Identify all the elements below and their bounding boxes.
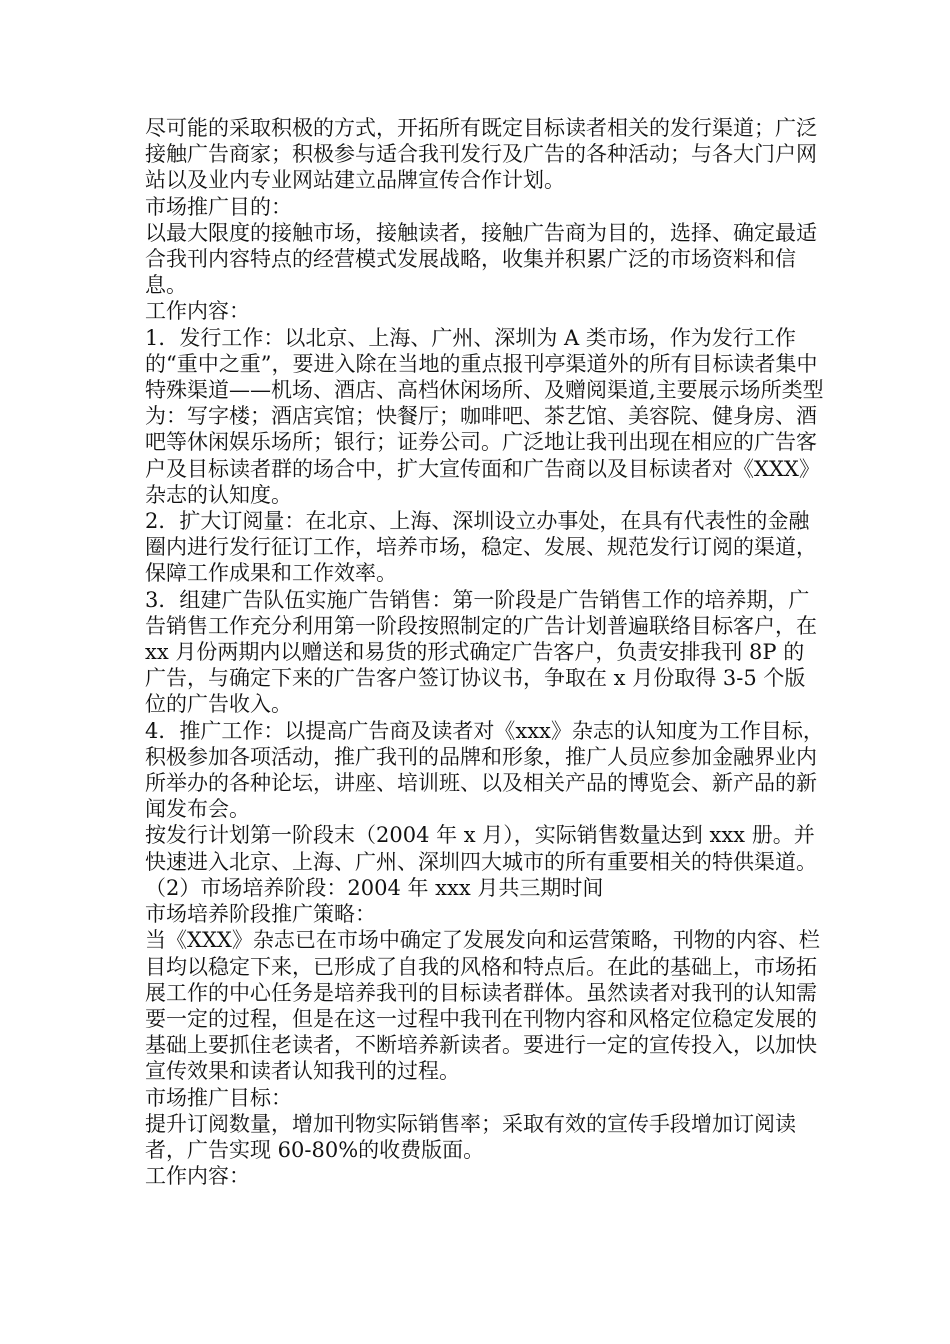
document-body bbox=[145, 115, 825, 1189]
heading-stage-2: （2）市场培养阶段：2004 年 xxx 月共三期时间 bbox=[145, 875, 604, 900]
paragraph-purpose: 以最大限度的接触市场，接触读者，接触广告商为目的，选择、确定最适合我刊内容特点的经营模式发展战略，收集并积累广泛的市场资料和信息。 bbox=[145, 220, 817, 298]
paragraph-stage-2-strategy: 当《XXX》杂志已在市场中确定了发展发向和运营策略，刊物的内容、栏目均以稳定下来，已形成了自我的风格和特点后。在此的基础上，市场拓展工作的中心任务是培养我刊的目标读者群体。虽然读者对我刊的认知需要一定的过程，但是在这一过程中我刊在刊物内容和风格定位稳定发展的基础上要抓住老读者，不断培养新读者。要进行一定的宣传投入，以加快宣传效果和读者认知我刊的过程。 bbox=[145, 928, 820, 1084]
paragraph-item-1-distribution: 1．发行工作：以北京、上海、广州、深圳为 A 类市场，作为发行工作的“重中之重”，要进入除在当地的重点报刊亭渠道外的所有目标读者集中特殊渠道——机场、酒店、高档休闲场所、及赠阅渠道,主要展示场所类型为：写字楼；酒店宾馆；快餐厅；咖啡吧、茶艺馆、美容院、健身房、酒吧等休闲娱乐场所；银行；证券公司。广泛地让我刊出现在相应的广告客户及目标读者群的场合中，扩大宣传面和广告商以及目标读者对《XXX》杂志的认知度。 bbox=[145, 325, 824, 507]
heading-market-promotion-goal: 市场推广目标： bbox=[145, 1085, 292, 1110]
paragraph-item-4-promotion: 4．推广工作：以提高广告商及读者对《xxx》杂志的认知度为工作目标，积极参加各项活动，推广我刊的品牌和形象，推广人员应参加金融界业内所举办的各种论坛，讲座、培训班、以及相关产品的博览会、新产品的新闻发布会。 bbox=[145, 718, 824, 822]
heading-stage-2-strategy: 市场培养阶段推广策略： bbox=[145, 902, 376, 927]
paragraph-item-3-advertising: 3．组建广告队伍实施广告销售：第一阶段是广告销售工作的培养期，广告销售工作充分利用第一阶段按照制定的广告计划普遍联络目标客户，在 xx 月份两期内以赠送和易货的形式确定广告客户，负责安排我刊 8P 的广告，与确定下来的广告客户签订协议书，争取在 x 月份取得 3-5 个版位的广告收入。 bbox=[145, 587, 817, 717]
heading-work-content: 工作内容： bbox=[145, 299, 250, 324]
paragraph-sales-target: 按发行计划第一阶段末（2004 年 x 月），实际销售数量达到 xxx 册。并快速进入北京、上海、广州、深圳四大城市的所有重要相关的特供渠道。 bbox=[145, 823, 817, 874]
paragraph-item-2-subscription: 2．扩大订阅量：在北京、上海、深圳设立办事处，在具有代表性的金融圈内进行发行征订工作，培养市场，稳定、发展、规范发行订阅的渠道，保障工作成果和工作效率。 bbox=[145, 509, 817, 586]
paragraph-intro: 尽可能的采取积极的方式，开拓所有既定目标读者相关的发行渠道；广泛接触广告商家；积极参与适合我刊发行及广告的各种活动；与各大门户网站以及业内专业网站建立品牌宣传合作计划。 bbox=[145, 116, 817, 193]
heading-market-promotion-purpose: 市场推广目的： bbox=[145, 194, 292, 219]
paragraph-promotion-goal: 提升订阅数量，增加刊物实际销售率；采取有效的宣传手段增加订阅读者，广告实现 60-80%的收费版面。 bbox=[145, 1111, 796, 1162]
heading-work-content-2: 工作内容： bbox=[145, 1164, 250, 1189]
